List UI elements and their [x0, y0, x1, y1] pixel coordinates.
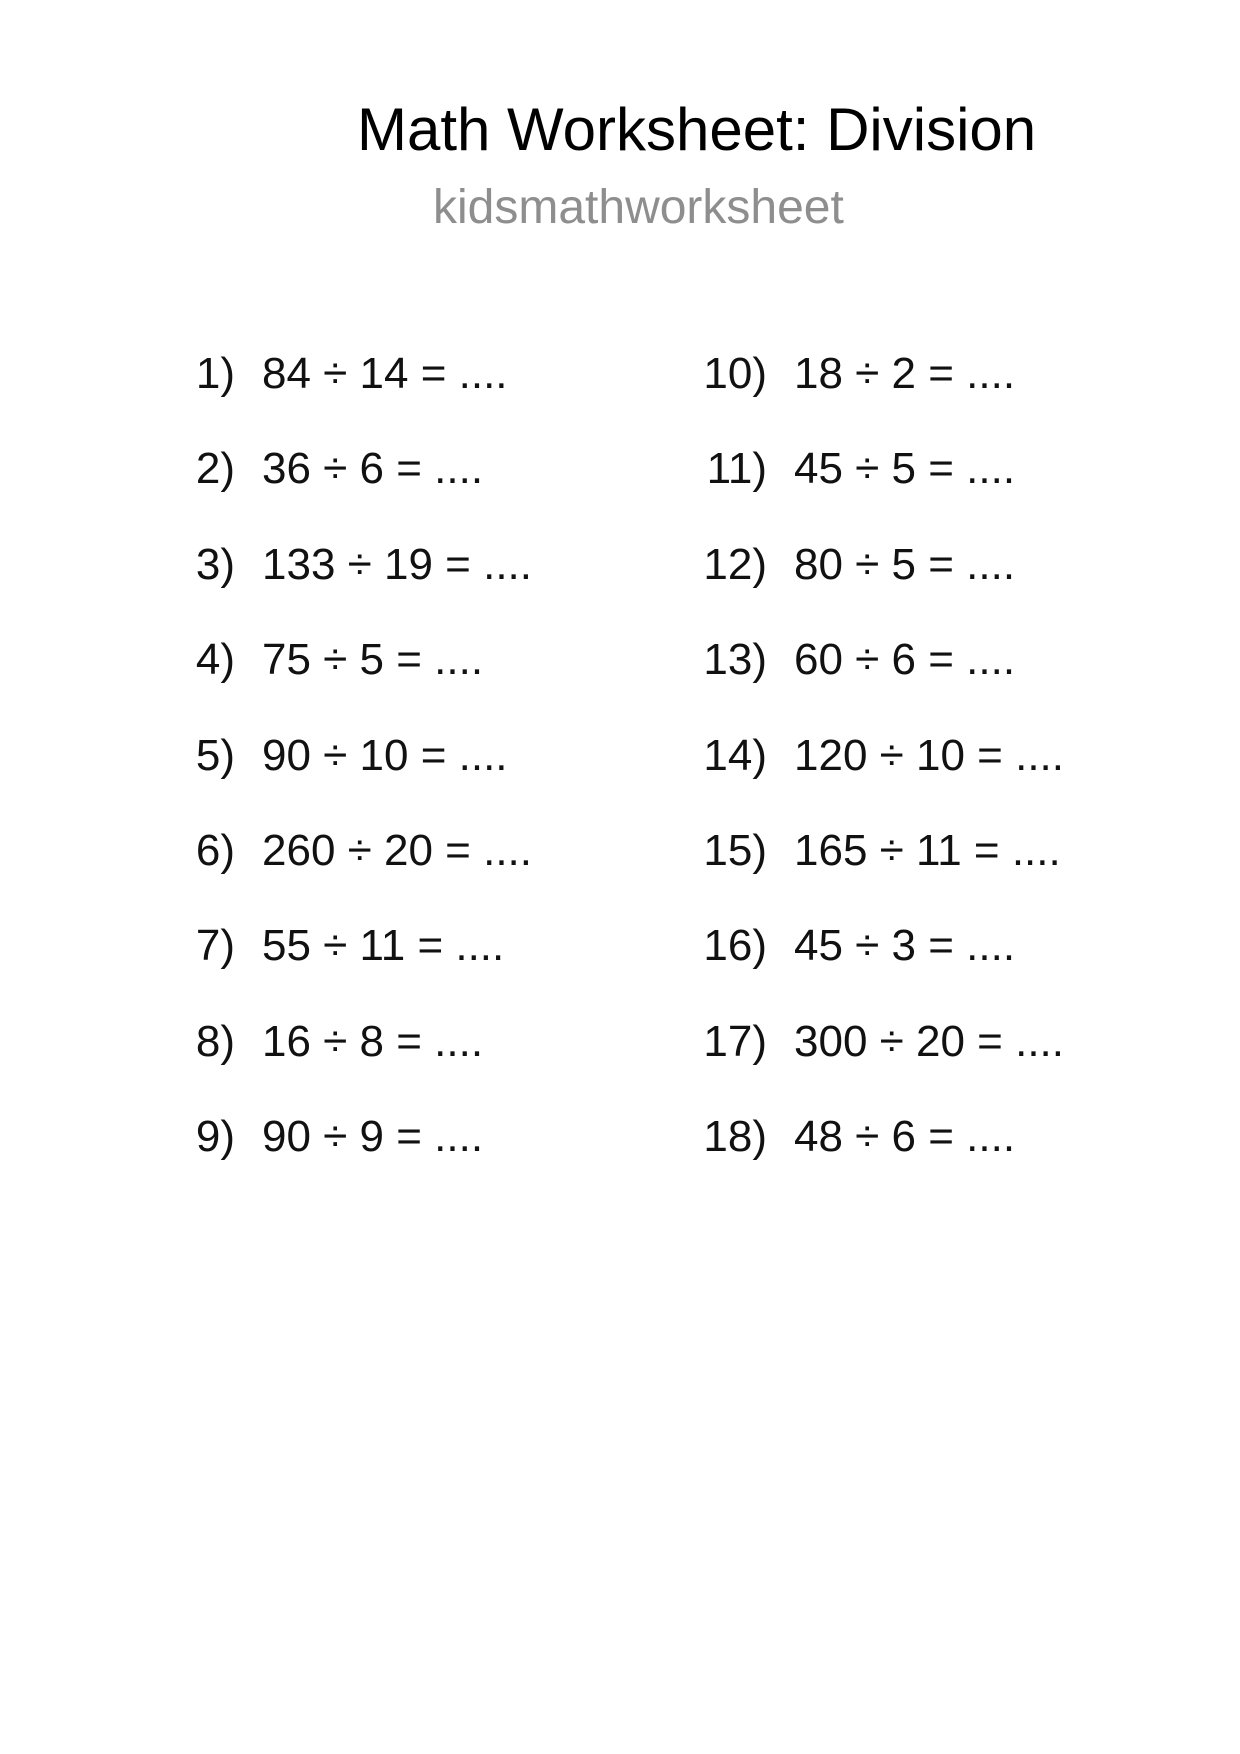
problem-expression: 45 ÷ 3 = ....: [794, 921, 1016, 971]
problem-item: [135, 730, 532, 829]
problem-number: 3): [195, 539, 235, 589]
problem-number: 17): [703, 1016, 767, 1066]
problem-expression: 90 ÷ 10 = ....: [262, 730, 508, 780]
problem-number: 14): [703, 730, 767, 780]
problem-expression: 36 ÷ 6 = ....: [262, 444, 484, 494]
problem-item: [667, 635, 1064, 733]
problem-expression: 16 ÷ 8 = ....: [262, 1016, 484, 1066]
problem-expression: 90 ÷ 9 = ....: [262, 1112, 484, 1162]
problem-expression: 300 ÷ 20 = ....: [794, 1016, 1064, 1066]
problem-expression: 48 ÷ 6 = ....: [794, 1112, 1016, 1162]
problem-expression: 84 ÷ 14 = ....: [262, 349, 508, 398]
problem-number: 10): [703, 349, 767, 398]
problem-number: 11): [706, 444, 767, 494]
problem-item: [667, 921, 1064, 1019]
problem-number: 8): [195, 1016, 235, 1066]
problem-expression: 80 ÷ 5 = ....: [794, 539, 1016, 589]
problem-item: [135, 349, 532, 447]
problem-number: 16): [703, 921, 767, 971]
problem-item: [135, 1112, 532, 1210]
problem-item: [135, 1016, 532, 1115]
problem-item: [135, 921, 532, 1019]
problem-expression: 260 ÷ 20 = ....: [262, 825, 532, 875]
problem-expression: 18 ÷ 2 = ....: [794, 349, 1016, 398]
problem-number: 15): [703, 825, 767, 875]
problems-column-left: [135, 349, 532, 1211]
problem-expression: 55 ÷ 11 = ....: [262, 921, 505, 971]
problem-item: [667, 539, 1064, 638]
problem-number: 2): [195, 444, 235, 494]
problems-column-right: [667, 349, 1064, 1211]
problem-number: 12): [703, 539, 767, 589]
problem-item: [667, 825, 1064, 924]
problem-expression: 120 ÷ 10 = ....: [794, 730, 1064, 780]
problem-item: [667, 1016, 1064, 1115]
problem-number: 1): [195, 349, 235, 398]
problem-number: 6): [195, 825, 235, 875]
problem-item: [667, 349, 1064, 447]
problem-number: 4): [195, 635, 235, 685]
page-subtitle: kidsmathworksheet: [433, 181, 844, 234]
problem-item: [667, 730, 1064, 829]
problem-expression: 165 ÷ 11 = ....: [794, 825, 1061, 875]
problem-item: [135, 539, 532, 638]
problem-item: [135, 825, 532, 924]
problem-number: 5): [195, 730, 235, 780]
problem-expression: 45 ÷ 5 = ....: [794, 444, 1016, 494]
problem-item: [135, 635, 532, 733]
problem-number: 18): [703, 1112, 767, 1162]
problem-expression: 75 ÷ 5 = ....: [262, 635, 484, 685]
problem-item: [135, 444, 532, 542]
problem-expression: 60 ÷ 6 = ....: [794, 635, 1016, 685]
problem-item: [667, 444, 1064, 542]
page-title: Math Worksheet: Division: [357, 96, 1037, 163]
problem-number: 9): [195, 1112, 235, 1162]
problem-number: 7): [195, 921, 235, 971]
problem-number: 13): [703, 635, 767, 685]
problem-item: [667, 1112, 1064, 1210]
problem-expression: 133 ÷ 19 = ....: [262, 539, 532, 589]
